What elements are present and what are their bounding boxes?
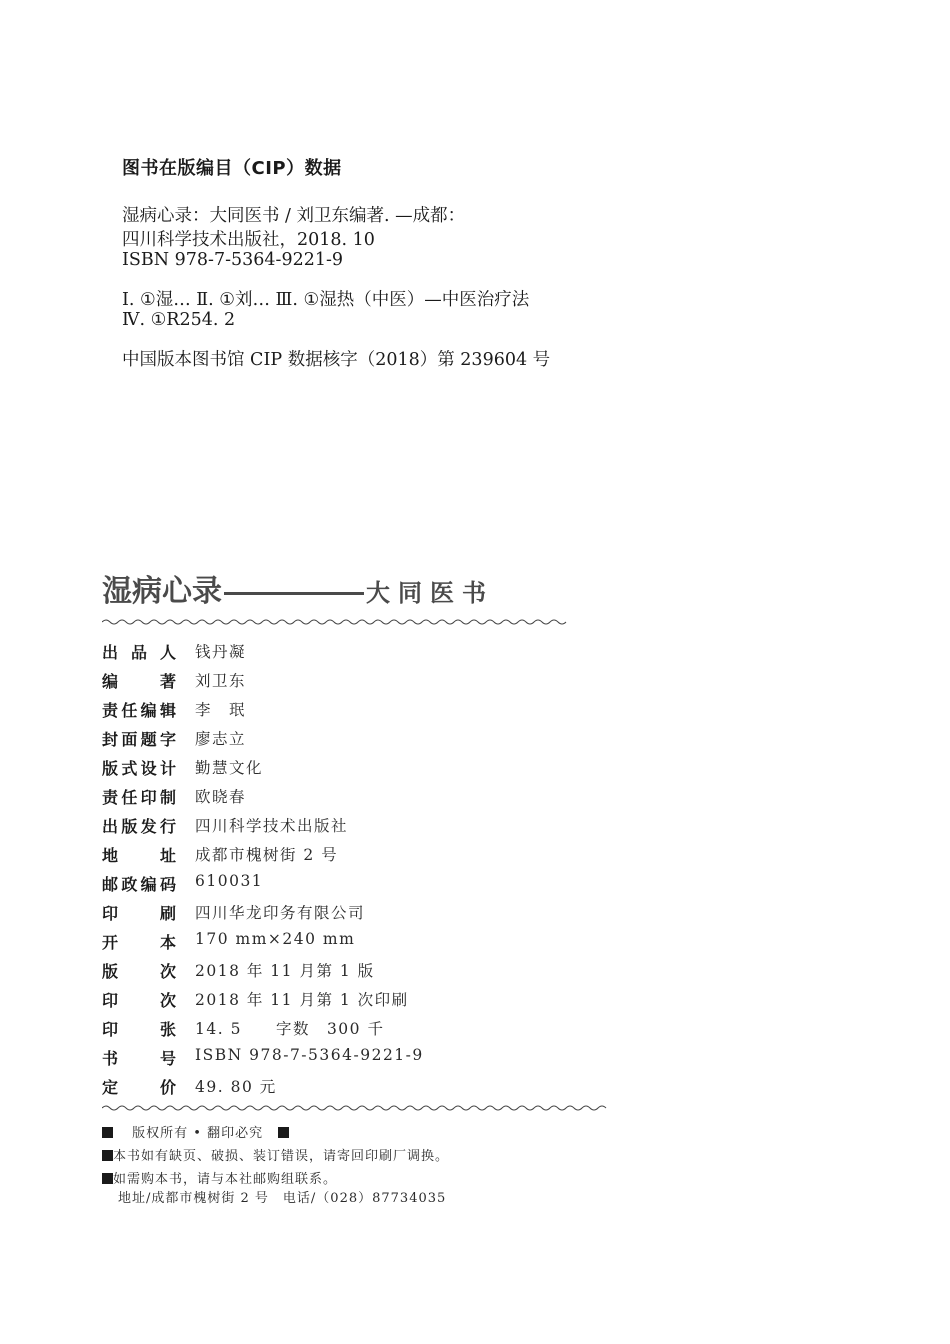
credit-value: 170 mm×240 mm [195, 930, 356, 948]
credit-label: 出 版 发 行 [102, 817, 176, 836]
book-title-main: 湿病心录 [102, 574, 222, 609]
credit-label: 责 任 编 辑 [102, 701, 176, 720]
credit-value: 2018 年 11 月第 1 版 [195, 962, 375, 980]
credit-label: 印 张 [102, 1020, 176, 1039]
credit-label: 封 面 题 字 [102, 730, 176, 749]
credit-label: 印 刷 [102, 904, 176, 923]
credit-label: 出 品 人 [102, 643, 176, 662]
order-note: 如需购本书，请与本社邮购组联系。 [102, 1168, 337, 1187]
book-title-sub: 大同医书 [366, 579, 494, 607]
title-dash [224, 592, 294, 595]
square-bullet-icon [102, 1173, 113, 1184]
cip-line: 四川科学技术出版社，2018. 10 [122, 230, 375, 250]
credit-value: 廖志立 [195, 730, 247, 748]
credit-value: 四川科学技术出版社 [195, 817, 349, 835]
defect-note: 本书如有缺页、破损、装订错误，请寄回印刷厂调换。 [102, 1145, 449, 1164]
credit-value: ISBN 978-7-5364-9221-9 [195, 1046, 424, 1064]
credit-label: 定 价 [102, 1078, 176, 1097]
cip-line: ISBN 978-7-5364-9221-9 [122, 250, 344, 270]
square-bullet-icon [102, 1127, 113, 1138]
rights-note: 版权所有 • 翻印必究 [102, 1122, 289, 1141]
credit-value: 2018 年 11 月第 1 次印刷 [195, 991, 409, 1009]
credit-value: 14. 5 字数 300 千 [195, 1020, 385, 1038]
square-bullet-icon [278, 1127, 289, 1138]
book-title [102, 566, 494, 610]
credit-label: 开 本 [102, 933, 176, 952]
credit-value: 49. 80 元 [195, 1078, 277, 1096]
cip-line: Ⅰ. ①湿… Ⅱ. ①刘… Ⅲ. ①湿热（中医）—中医治疗法 [122, 290, 530, 310]
cip-line: 中国版本图书馆 CIP 数据核字（2018）第 239604 号 [122, 350, 551, 370]
credit-label: 书 号 [102, 1049, 176, 1068]
credit-label: 编 著 [102, 672, 176, 691]
credit-label: 版 式 设 计 [102, 759, 176, 778]
credit-value: 610031 [195, 872, 264, 890]
credit-value: 李 珉 [195, 701, 247, 719]
square-bullet-icon [102, 1150, 113, 1161]
credit-value: 成都市槐树街 2 号 [195, 846, 339, 864]
credit-value: 欧晓春 [195, 788, 247, 806]
cip-line: Ⅳ. ①R254. 2 [122, 310, 236, 330]
credit-label: 邮 政 编 码 [102, 875, 176, 894]
credit-label: 地 址 [102, 846, 176, 865]
credit-value: 刘卫东 [195, 672, 247, 690]
credit-value: 四川华龙印务有限公司 [195, 904, 366, 922]
credit-value: 勤慧文化 [195, 759, 264, 777]
address-note: 地址/成都市槐树街 2 号 电话/（028）87734035 [118, 1191, 447, 1206]
credit-label: 责 任 印 制 [102, 788, 176, 807]
cip-heading: 图书在版编目（CIP）数据 [122, 158, 342, 179]
wavy-divider-top [102, 618, 614, 626]
credit-label: 印 次 [102, 991, 176, 1010]
credit-label: 版 次 [102, 962, 176, 981]
credit-value: 钱丹凝 [195, 643, 247, 661]
title-dash [294, 592, 364, 595]
cip-line: 湿病心录：大同医书 / 刘卫东编著. —成都： [122, 206, 466, 226]
wavy-divider-bottom [102, 1104, 614, 1112]
